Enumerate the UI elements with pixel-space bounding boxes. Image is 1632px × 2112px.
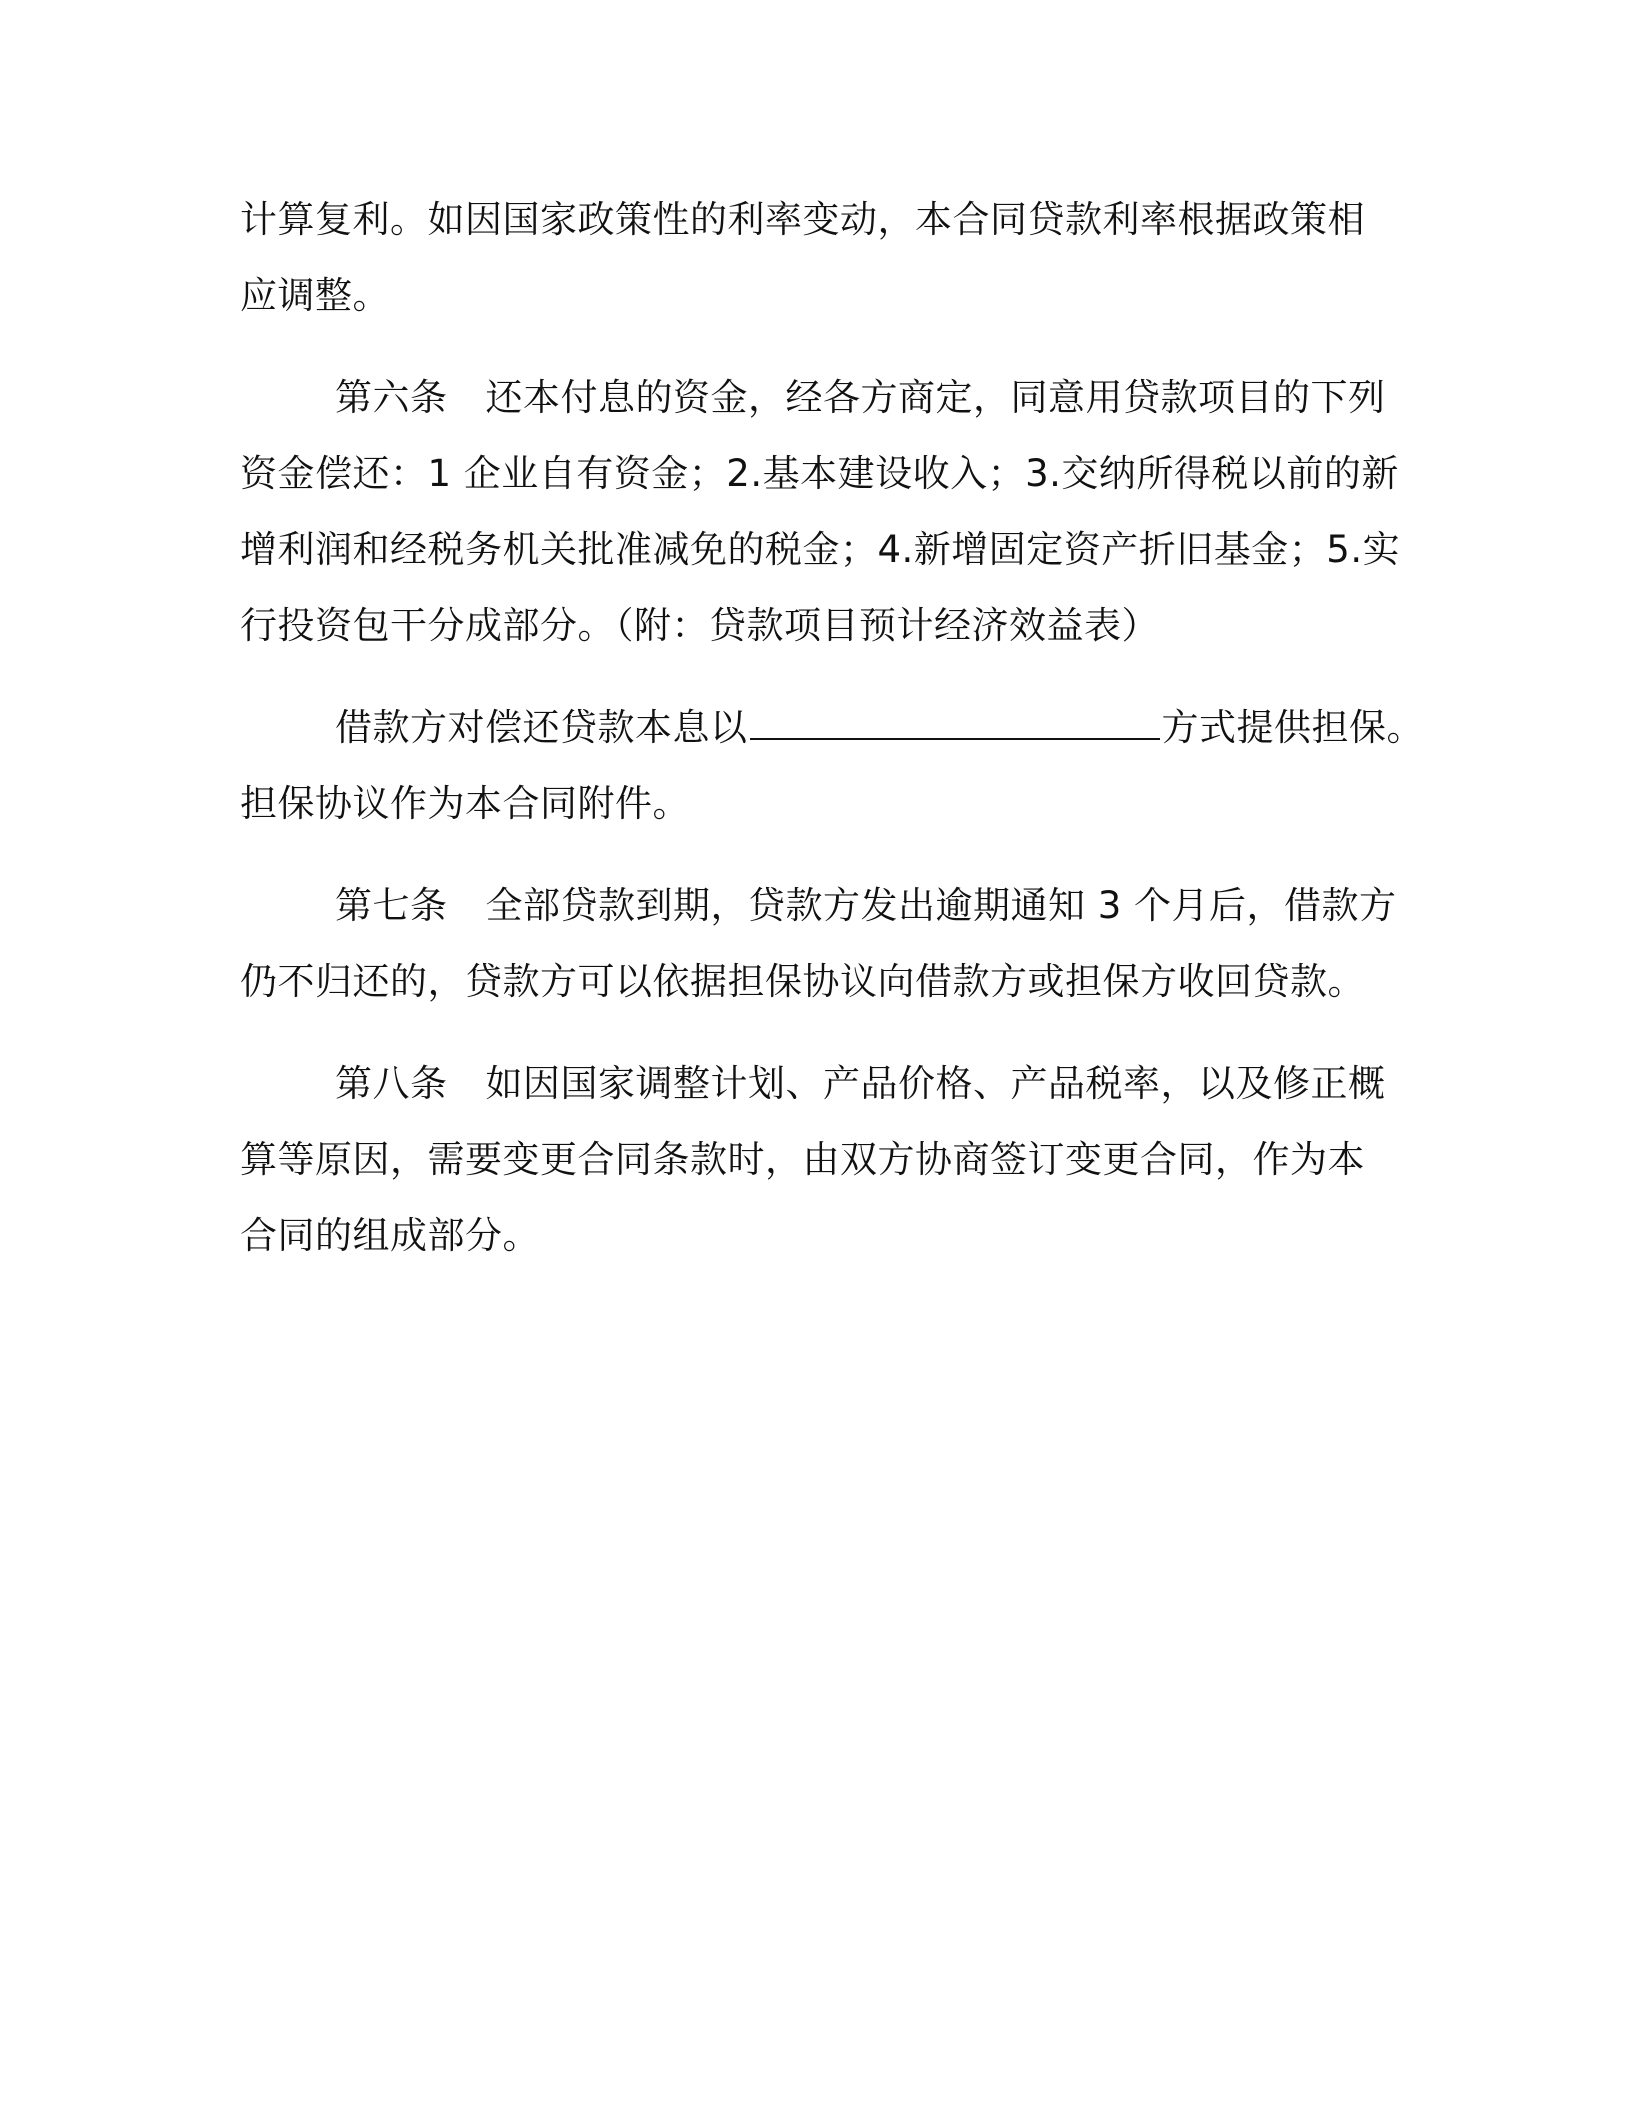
- guarantee-line: [335, 704, 1424, 752]
- article-7-text: 全部贷款到期，贷款方发出逾期通知 3 个月后，借款方: [485, 884, 1397, 927]
- article-6-text: 还本付息的资金，经各方商定，同意用贷款项目的下列: [485, 376, 1386, 419]
- paragraph-line: 应调整。: [240, 274, 390, 317]
- article-6-label: 第六条: [335, 376, 448, 419]
- guarantee-line: 担保协议作为本合同附件。: [240, 782, 690, 825]
- article-6-line: [335, 374, 1386, 422]
- article-6-line: 增利润和经税务机关批准减免的税金；4.新增固定资产折旧基金；5.实: [240, 528, 1401, 571]
- article-7-line: 仍不归还的，贷款方可以依据担保协议向借款方或担保方收回贷款。: [240, 960, 1365, 1003]
- article-8-line: [335, 1060, 1386, 1108]
- article-6-line: 行投资包干分成部分。（附：贷款项目预计经济效益表）: [240, 604, 1159, 647]
- guarantee-text-before: 借款方对偿还贷款本息以: [335, 706, 748, 749]
- guarantee-text-after: 方式提供担保。: [1161, 706, 1424, 749]
- article-7-line: [335, 882, 1397, 930]
- guarantee-method-blank[interactable]: [750, 704, 1160, 740]
- article-8-line: 合同的组成部分。: [240, 1214, 540, 1257]
- paragraph-line: 计算复利。如因国家政策性的利率变动，本合同贷款利率根据政策相: [240, 198, 1365, 241]
- article-8-text: 如因国家调整计划、产品价格、产品税率，以及修正概: [485, 1062, 1386, 1105]
- article-7-label: 第七条: [335, 884, 448, 927]
- article-6-line: 资金偿还：1 企业自有资金；2.基本建设收入；3.交纳所得税以前的新: [240, 452, 1399, 495]
- article-8-line: 算等原因，需要变更合同条款时，由双方协商签订变更合同，作为本: [240, 1138, 1365, 1181]
- article-8-label: 第八条: [335, 1062, 448, 1105]
